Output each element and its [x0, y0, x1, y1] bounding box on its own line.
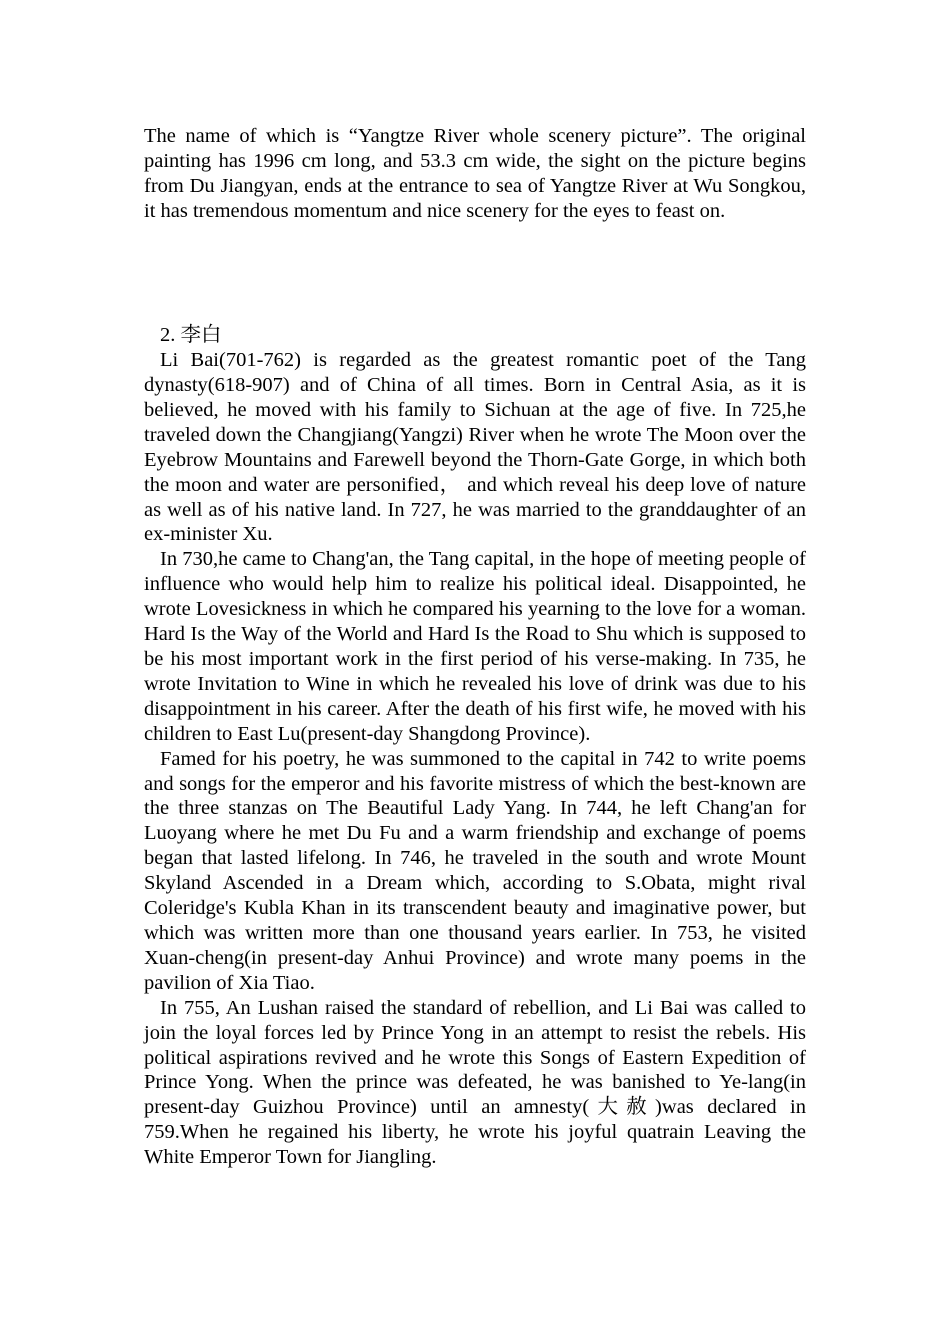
- section-heading: 2. 李白: [160, 324, 222, 347]
- intro-paragraph: The name of which is “Yangtze River whole scenery picture”. The original painting has 1996 cm long, and 53.3 cm wide, the sight on the picture begins from Du Jiangyan, ends at the entrance to sea of Yangtze River at Wu Songkou, it has tremendous momentum and nice scenery for the eyes to feast on.: [144, 125, 806, 222]
- paragraph-rebellion: In 755, An Lushan raised the standard of rebellion, and Li Bai was called to join the loyal forces led by Prince Yong in an attempt to resist the rebels. His political aspirations revived and he wrote this Songs of Eastern Expedition of Prince Yong. When the prince was defeated, he was banished to Ye-lang(in present-day Guizhou Province) until an amnesty(大赦)was declared in 759.When he regained his liberty, he wrote his joyful quatrain Leaving the White Emperor Town for Jiangling.: [144, 996, 806, 1169]
- paragraph-early-life: Li Bai(701-762) is regarded as the greatest romantic poet of the Tang dynasty(618-907) and of China of all times. Born in Central Asia, as it is believed, he moved with his family to Sichuan at the age of five. In 725,he traveled down the Changjiang(Yangzi) River when he wrote The Moon over the Eyebrow Mountains and Farewell beyond the Thorn-Gate Gorge, in which both the moon and water are personified， and which reveal his deep love of nature as well as of his native land. In 727, he was married to the granddaughter of an ex-minister Xu.: [144, 349, 806, 546]
- paragraph-changan: In 730,he came to Chang'an, the Tang capital, in the hope of meeting people of influence who would help him to realize his political ideal. Disappointed, he wrote Lovesickness in which he compared his yearning to the love for a woman. Hard Is the Way of the World and Hard Is the Road to Shu which is supposed to be his most important work in the first period of his verse-making. In 735, he wrote Invitation to Wine in which he revealed his love of drink was due to his disappointment in his career. After the death of his first wife, he moved with his children to East Lu(present-day Shangdong Province).: [144, 548, 806, 745]
- paragraph-capital-summons: Famed for his poetry, he was summoned to the capital in 742 to write poems and songs for the emperor and his favorite mistress of which the best-known are the three stanzas on The Beautiful Lady Yang. In 744, he left Chang'an for Luoyang where he met Du Fu and a warm friendship and exchange of poems began that lasted lifelong. In 746, he traveled in the south and wrote Mount Skyland Ascended in a Dream which, according to S.Obata, might rival Coleridge's Kubla Khan in its transcendent beauty and imaginative power, but which was written more than one thousand years earlier. In 753, he visited Xuan-cheng(in present-day Anhui Province) and wrote many poems in the pavilion of Xia Tiao.: [144, 747, 806, 994]
- document-page: [144, 124, 806, 1170]
- blank-space: [144, 224, 806, 324]
